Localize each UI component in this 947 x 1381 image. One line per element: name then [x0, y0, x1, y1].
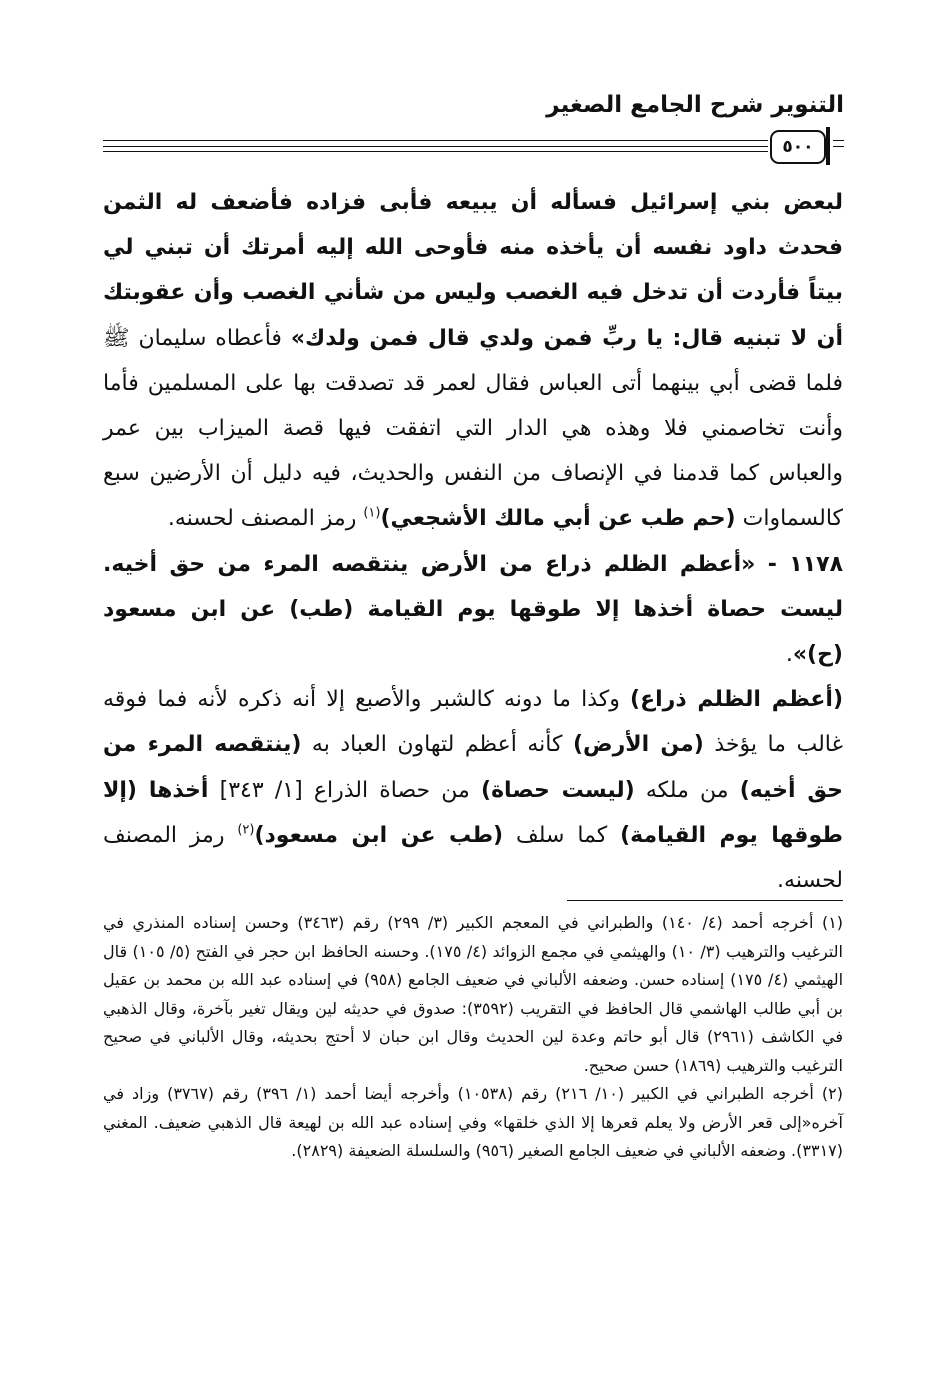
hadith-phrase: (أعظم الظلم ذراع): [630, 687, 844, 713]
commentary: وكذا ما دونه كالشبر والأصبع إلا أنه ذكره لأنه فما فوقه غالب ما يؤخذ: [103, 687, 843, 758]
source-citation: (حم طب عن أبي مالك الأشجعي): [380, 506, 736, 532]
hadith-entry: [103, 542, 843, 678]
page-number: ٥٠٠: [770, 130, 826, 164]
footnote-separator: [567, 900, 843, 901]
commentary: رمز المصنف لحسنه.: [167, 506, 364, 532]
punctuation: .: [785, 642, 793, 668]
commentary: رمز المصنف لحسنه.: [103, 822, 843, 894]
hadith-phrase: أخذها (إلا طوقها يوم القيامة): [103, 777, 843, 848]
commentary: فأعطاه سليمان ﷺ فلما قضى أبي بينهما أتى العباس فقال لعمر قد تصدقت بها على المسلمين فأما وأنت تخاصمني فلا وهذه هي الدار التي اتفقت فيها قصة الميزاب بين عمر والعباس كما قدمنا في الإنصاف من النفس والحديث، فيه دليل أن الأرضين سبع كالسماوات: [103, 325, 843, 532]
hadith-phrase: (ليست حصاة): [481, 777, 635, 803]
footnote: (١) أخرجه أحمد (٤/ ١٤٠) والطبراني في المعجم الكبير (٣/ ٢٩٩) رقم (٣٤٦٣) وحسن إسناده المنذري في الترغيب والترهيب (٣/ ١٠) والهيثمي في مجمع الزوائد (٤/ ١٧٥). وحسنه الحافظ ابن حجر في الفتح (٥/ ١٠٥) قال الهيثمي (٤/ ١٧٥) إسناده حسن. وضعفه الألباني في ضعيف الجامع (٩٥٨) في إسناده عبد الله بن محمد بن عقيل بن أبي طالب الهاشمي قال الحافظ في التقريب (٣٥٩٢): صدوق في حديثه لين ويقال تغير بآخرة، وقال الذهبي في الكاشف (٢٩٦١) قال أبو حاتم وعدة لين الحديث وقال ابن حبان لا أحتج بحديثه، وقال الألباني في صحيح الترغيب والترهيب (١٨٦٩) حسن صحيح.: [103, 913, 844, 1075]
commentary: من ملكه: [634, 777, 740, 803]
folio-ornament: [826, 127, 830, 165]
paragraph: [103, 677, 843, 903]
footnote-ref: (٢): [237, 822, 255, 838]
footnote: (٢) أخرجه الطبراني في الكبير (١٠/ ٢١٦) رقم (١٠٥٣٨) وأخرجه أيضا أحمد (١/ ٣٩٦) رقم (٣٧٦٧) وزاد في آخره«إلى قعر الأرض ولا يعلم قعرها إلا الذي خلقها» وفي إسناده عبد الله بن لهيعة قال الذهبي ضعيف. المغني (٣٣١٧). وضعفه الألباني في ضعيف الجامع الصغير (٩٥٦) والسلسلة الضعيفة (٢٨٢٩).: [103, 1084, 844, 1160]
commentary: كأنه أعظم لتهاون العباد به: [301, 732, 573, 758]
footnotes: [103, 909, 843, 1166]
header-rule: [103, 140, 768, 141]
hadith-phrase: (ينتقصه المرء من حق أخيه): [103, 732, 844, 803]
running-title: التنوير شرح الجامع الصغير: [546, 92, 844, 118]
paragraph: [103, 180, 843, 542]
hadith-text: «أعظم الظلم ذراع من الأرض ينتقصه المرء من حق أخيه. ليست حصاة أخذها إلا طوقها يوم القيامة (طب) عن ابن مسعود (ح)»: [103, 551, 843, 668]
hadith-quote-end: لبعض بني إسرائيل فسأله أن يبيعه فأبى فزاده فأضعف له الثمن فحدث داود نفسه أن يأخذه منه فأوحى الله إليه أمرتك أن تبني لي بيتاً فأردت أن تدخل فيه الغصب وليس من شأني الغصب وأن عقوبتك أن لا تبنيه قال: يا ربِّ فمن ولدي قال فمن ولدك»: [103, 190, 843, 351]
hadith-number: ١١٧٨ -: [755, 551, 843, 577]
commentary: من حصاة الذراع [١/ ٣٤٣]: [208, 777, 482, 803]
header-rule: [103, 151, 768, 152]
commentary: كما سلف: [503, 822, 621, 848]
source-citation: (طب عن ابن مسعود): [254, 822, 504, 848]
hadith-phrase: (من الأرض): [572, 732, 704, 758]
header-rule: [103, 146, 768, 147]
footnote-ref: (١): [363, 506, 381, 522]
main-text: [103, 180, 843, 903]
